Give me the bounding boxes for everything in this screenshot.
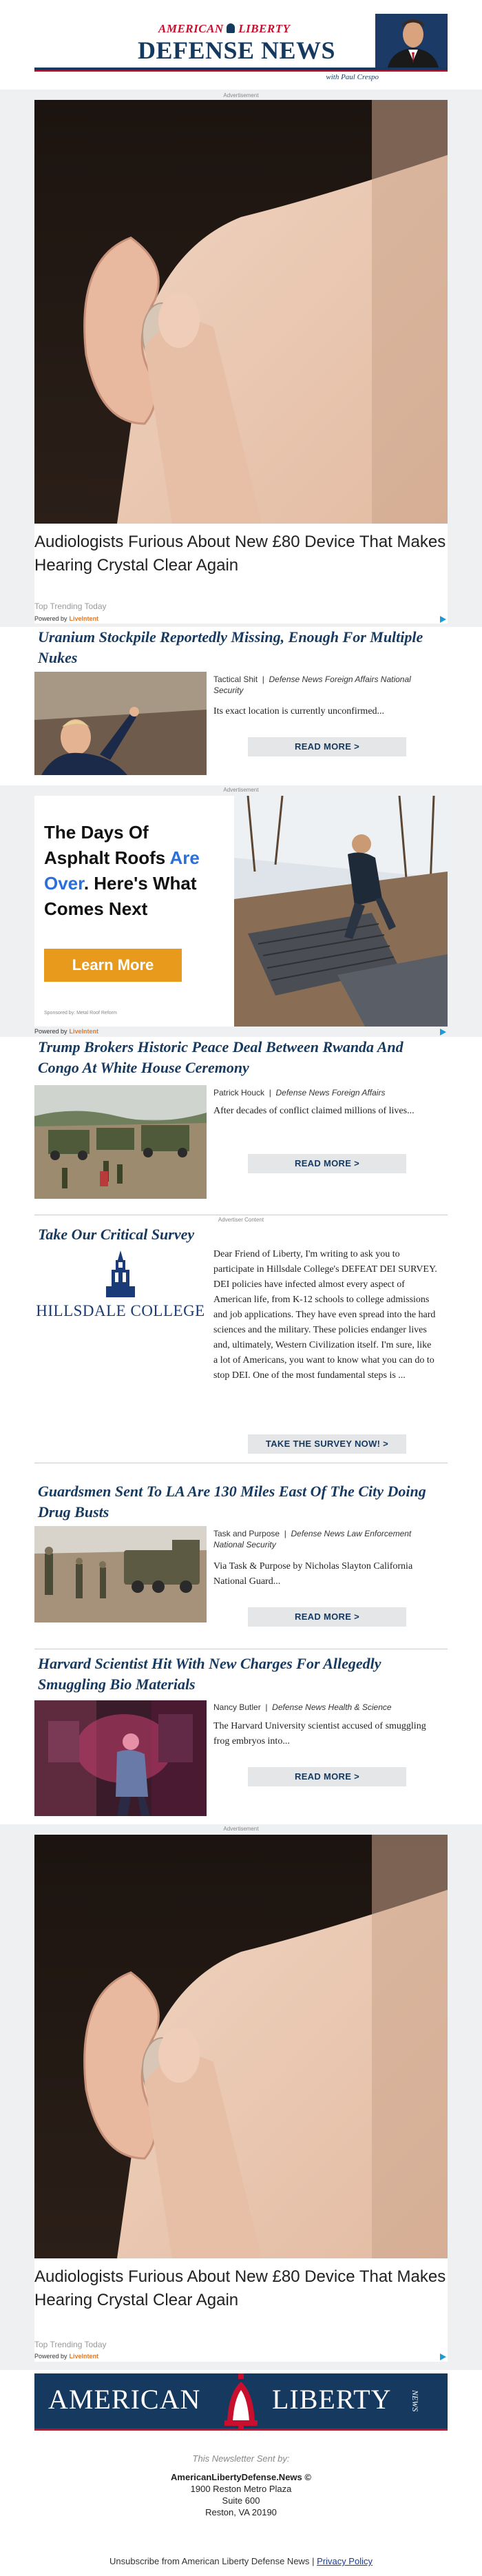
article-2-excerpt: After decades of conflict claimed millions of lives...	[213, 1106, 415, 1116]
liveintent-logo-3: LiveIntent	[69, 2353, 99, 2360]
article-3-meta: Task and Purpose | Defense News Law Enforcement National Security	[213, 1529, 412, 1549]
roof-ad-text	[44, 820, 244, 922]
article-4-excerpt: The Harvard University scientist accused of smuggling frog embryos into...	[213, 1721, 426, 1746]
footer-links	[34, 2556, 448, 2566]
hearing-ad-2[interactable]	[34, 1835, 448, 2362]
hearing-ad-2-image[interactable]	[34, 1835, 448, 2258]
hearing-ad-1-headline[interactable]: Audiologists Furious About New £80 Device That Makes Hearing Crystal Clear Again	[34, 533, 446, 575]
article-2-source[interactable]: Defense News Foreign Affairs	[275, 1088, 386, 1098]
liberty-bell-icon	[220, 2373, 262, 2429]
ad-label-3: Advertisement	[223, 1826, 259, 1832]
article-2-meta: Patrick Houck | Defense News Foreign Affairs	[213, 1088, 386, 1098]
header-logo[interactable]	[34, 14, 448, 86]
article-4-read-more-button[interactable]: READ MORE >	[248, 1767, 406, 1786]
hearing-ad-1-image[interactable]	[34, 100, 448, 524]
footer-separator: |	[312, 2556, 315, 2566]
footer-address-2: Suite 600	[222, 2495, 260, 2506]
privacy-policy-link[interactable]: Privacy Policy	[317, 2556, 373, 2566]
roof-line-2b: Are	[169, 847, 200, 868]
adchoices-icon[interactable]	[439, 615, 447, 624]
roof-line-1: The Days Of	[44, 822, 149, 843]
footer-logo-news: NEWS	[410, 2390, 420, 2412]
article-1-title[interactable]: Uranium Stockpile Reportedly Missing, Enough For Multiple Nukes	[38, 628, 423, 666]
article-1-meta: Tactical Shit | Defense News Foreign Affairs National Security	[213, 674, 411, 695]
footer-logo-left: AMERICAN	[48, 2384, 201, 2415]
article-4-title[interactable]: Harvard Scientist Hit With New Charges For Allegedly Smuggling Bio Materials	[38, 1655, 381, 1693]
advertiser-content-label: Advertiser Content	[218, 1217, 264, 1223]
powered-by-2[interactable]	[34, 1028, 98, 1035]
roof-ad-image[interactable]	[234, 796, 448, 1027]
article-1-excerpt: Its exact location is currently unconfirmed...	[213, 706, 385, 717]
hearing-ad-2-sponsor: Top Trending Today	[34, 2340, 107, 2349]
article-2-image[interactable]	[34, 1085, 207, 1199]
article-2-read-more-button[interactable]: READ MORE >	[248, 1154, 406, 1173]
powered-label-2: Powered by	[34, 1028, 67, 1035]
sent-by: This Newsletter Sent by:	[192, 2453, 290, 2464]
article-2-author[interactable]: Patrick Houck	[213, 1088, 265, 1098]
footer-info	[34, 2453, 448, 2518]
ad-label-2: Advertisement	[223, 787, 259, 793]
header-stripe-red	[34, 70, 448, 72]
article-1-image[interactable]	[34, 672, 207, 775]
brand-main-title: DEFENSE NEWS	[138, 37, 336, 64]
liveintent-logo: LiveIntent	[69, 615, 99, 622]
survey-title[interactable]: Take Our Critical Survey	[38, 1226, 195, 1243]
header	[34, 14, 448, 86]
footer-logo-right: LIBERTY	[272, 2384, 392, 2415]
hearing-ad-1-sponsor: Top Trending Today	[34, 601, 107, 611]
article-3-title[interactable]: Guardsmen Sent To LA Are 130 Miles East Of The City Doing Drug Busts	[38, 1483, 426, 1521]
powered-by-3[interactable]	[34, 2353, 98, 2360]
roof-ad-sponsor: Sponsored by: Metal Roof Reform	[44, 1011, 117, 1016]
hillsdale-logo[interactable]	[34, 1250, 207, 1326]
powered-label-3: Powered by	[34, 2353, 67, 2360]
roof-learn-more-button[interactable]: Learn More	[44, 949, 182, 982]
host-portrait	[375, 14, 448, 68]
roof-line-3b: . Here's What	[83, 873, 197, 894]
article-3-source[interactable]: Defense News Law Enforcement National Security	[213, 1529, 412, 1549]
powered-label: Powered by	[34, 615, 67, 622]
footer-address-1: 1900 Reston Metro Plaza	[190, 2484, 292, 2494]
article-3-author[interactable]: Task and Purpose	[213, 1529, 280, 1538]
hillsdale-logo-text: HILLSDALE COLLEGE	[36, 1302, 205, 1319]
roof-ad[interactable]	[34, 796, 448, 1027]
hearing-ad-2-headline[interactable]: Audiologists Furious About New £80 Device That Makes Hearing Crystal Clear Again	[34, 2267, 446, 2309]
brand-liberty: LIBERTY	[238, 22, 291, 35]
article-3-read-more-button[interactable]: READ MORE >	[248, 1607, 406, 1627]
footer-address-3: Reston, VA 20190	[205, 2507, 277, 2517]
article-3-image[interactable]	[34, 1526, 207, 1622]
article-1-author[interactable]: Tactical Shit	[213, 674, 258, 684]
hearing-ad-1[interactable]	[34, 100, 448, 624]
article-1-source[interactable]: Defense News Foreign Affairs National Security	[213, 674, 411, 695]
adchoices-icon-2[interactable]	[439, 1028, 447, 1036]
hillsdale-tower-icon	[103, 1250, 138, 1299]
footer-red-stripe	[34, 2429, 448, 2431]
article-2-title[interactable]: Trump Brokers Historic Peace Deal Between Rwanda And Congo At White House Ceremony	[38, 1038, 404, 1076]
liveintent-logo-2: LiveIntent	[69, 1028, 99, 1035]
footer-org[interactable]: AmericanLibertyDefense.News ©	[171, 2472, 311, 2482]
roof-line-2a: Asphalt Roofs	[44, 847, 170, 868]
article-4-meta: Nancy Butler | Defense News Health & Science	[213, 1702, 392, 1712]
ad-label: Advertisement	[223, 92, 259, 99]
survey-body: Dear Friend of Liberty, I'm writing to ask you to participate in Hillsdale College's DEFEAT DEI SURVEY. DEI policies have infected almost every aspect of American life, from K-12 schools to college admissions and job applications. They have even spread into the hard sciences and the military. These policies endanger lives and, ultimately, Western Civilization itself. I'm sure, like a lot of Americans, you want to know what you can do to stop DEI. One of the most fundamental steps is ...	[213, 1249, 437, 1381]
unsubscribe-link[interactable]: Unsubscribe from American Liberty Defense News	[109, 2556, 310, 2566]
article-4-image[interactable]	[34, 1700, 207, 1816]
roof-line-3a: Over	[44, 873, 84, 894]
footer-logo[interactable]	[34, 2373, 448, 2429]
article-1-read-more-button[interactable]: READ MORE >	[248, 737, 406, 756]
article-4-author[interactable]: Nancy Butler	[213, 1702, 261, 1712]
article-4-source[interactable]: Defense News Health & Science	[272, 1702, 392, 1712]
byline: with Paul Crespo	[326, 73, 379, 81]
article-3-excerpt: Via Task & Purpose by Nicholas Slayton California National Guard...	[213, 1561, 413, 1587]
brand-american: AMERICAN	[158, 22, 224, 35]
adchoices-icon-3[interactable]	[439, 2353, 447, 2361]
powered-by-1[interactable]	[34, 615, 98, 622]
take-survey-button[interactable]: TAKE THE SURVEY NOW! >	[248, 1434, 406, 1454]
brand-bell-icon	[227, 23, 235, 33]
roof-line-4: Comes Next	[44, 898, 148, 919]
